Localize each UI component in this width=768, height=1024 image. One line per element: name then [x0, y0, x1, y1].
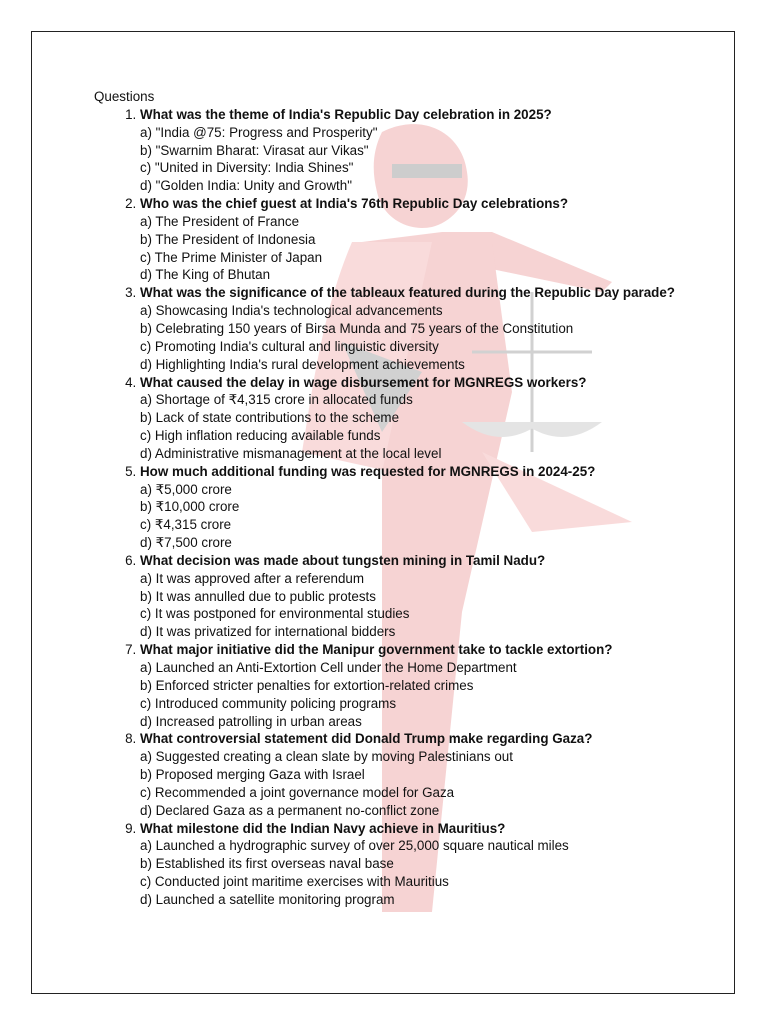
- question-2: [140, 195, 714, 284]
- option-c: c) ₹4,315 crore: [140, 517, 232, 533]
- option-a: a) Launched a hydrographic survey of over 25,000 square nautical miles: [140, 838, 569, 854]
- question-6: [140, 552, 714, 641]
- option-d: d) "Golden India: Unity and Growth": [140, 178, 352, 194]
- question-text: What caused the delay in wage disbursement for MGNREGS workers?: [140, 374, 587, 390]
- question-3: [140, 284, 714, 373]
- option-d: d) Highlighting India's rural development achievements: [140, 356, 465, 372]
- question-text: Who was the chief guest at India's 76th Republic Day celebrations?: [140, 196, 569, 212]
- option-b: b) Celebrating 150 years of Birsa Munda and 75 years of the Constitution: [140, 320, 574, 336]
- option-c: c) Recommended a joint governance model for Gaza: [140, 784, 455, 800]
- option-b: b) The President of Indonesia: [140, 231, 316, 247]
- question-4: [140, 374, 714, 463]
- question-text: What decision was made about tungsten mining in Tamil Nadu?: [140, 552, 546, 568]
- question-9: [140, 820, 714, 909]
- option-b: b) Enforced stricter penalties for extortion-related crimes: [140, 677, 474, 693]
- question-7: [140, 641, 714, 730]
- option-c: c) Conducted joint maritime exercises with Mauritius: [140, 874, 449, 890]
- option-d: d) ₹7,500 crore: [140, 535, 232, 551]
- option-c: c) Introduced community policing programs: [140, 695, 397, 711]
- option-d: d) The King of Bhutan: [140, 267, 271, 283]
- option-c: c) High inflation reducing available funds: [140, 428, 381, 444]
- option-b: b) Established its first overseas naval base: [140, 856, 394, 872]
- question-list: [94, 106, 714, 909]
- question-1: [140, 106, 714, 195]
- option-a: a) "India @75: Progress and Prosperity": [140, 124, 378, 140]
- option-a: a) Launched an Anti-Extortion Cell under the Home Department: [140, 660, 517, 675]
- option-d: d) It was privatized for international bidders: [140, 624, 396, 640]
- option-c: c) "United in Diversity: India Shines": [140, 160, 354, 176]
- page-frame: [31, 31, 735, 994]
- question-text: What controversial statement did Donald Trump make regarding Gaza?: [140, 731, 593, 747]
- question-text: What was the significance of the tableaux featured during the Republic Day parade?: [140, 285, 675, 301]
- option-a: a) ₹5,000 crore: [140, 481, 232, 497]
- option-b: b) It was annulled due to public protests: [140, 588, 376, 604]
- option-b: b) Proposed merging Gaza with Israel: [140, 767, 365, 783]
- option-b: b) "Swarnim Bharat: Virasat aur Vikas": [140, 142, 369, 158]
- option-c: c) Promoting India's cultural and linguistic diversity: [140, 338, 439, 354]
- option-a: a) The President of France: [140, 213, 300, 229]
- question-text: What major initiative did the Manipur government take to tackle extortion?: [140, 642, 613, 658]
- option-a: a) Showcasing India's technological advancements: [140, 303, 443, 319]
- question-text: How much additional funding was requested for MGNREGS in 2024-25?: [140, 463, 596, 479]
- option-a: a) Suggested creating a clean slate by moving Palestinians out: [140, 749, 513, 765]
- option-a: a) Shortage of ₹4,315 crore in allocated funds: [140, 392, 413, 408]
- questions-heading: Questions: [94, 89, 155, 104]
- option-d: d) Launched a satellite monitoring program: [140, 891, 395, 907]
- questions-content: [94, 88, 714, 909]
- option-a: a) It was approved after a referendum: [140, 570, 365, 586]
- option-b: b) Lack of state contributions to the scheme: [140, 410, 400, 426]
- option-c: c) It was postponed for environmental studies: [140, 606, 410, 622]
- option-c: c) The Prime Minister of Japan: [140, 249, 323, 265]
- option-b: b) ₹10,000 crore: [140, 499, 240, 515]
- question-8: [140, 730, 714, 819]
- question-text: What milestone did the Indian Navy achieve in Mauritius?: [140, 820, 506, 836]
- option-d: d) Increased patrolling in urban areas: [140, 713, 362, 729]
- option-d: d) Administrative mismanagement at the local level: [140, 445, 442, 461]
- option-d: d) Declared Gaza as a permanent no-conflict zone: [140, 802, 440, 818]
- question-text: What was the theme of India's Republic Day celebration in 2025?: [140, 106, 552, 122]
- question-5: [140, 463, 714, 552]
